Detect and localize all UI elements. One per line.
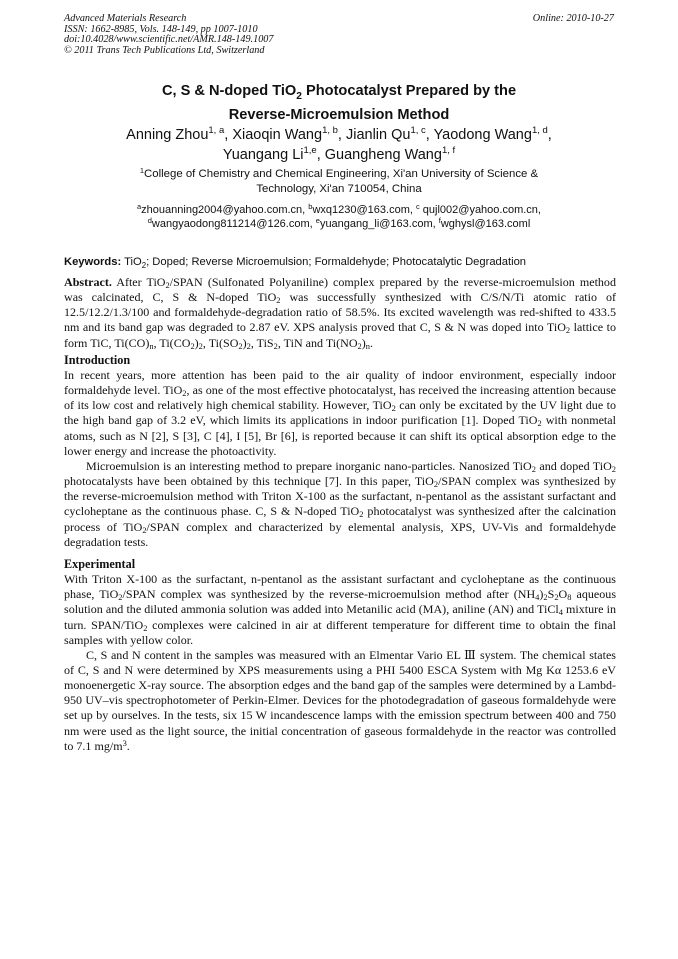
copyright-line: © 2011 Trans Tech Publications Ltd, Switzerland [64, 44, 265, 56]
email-link[interactable]: zhouanning2004@yahoo.com.cn, [141, 204, 306, 216]
issn-line: ISSN: 1662-8985, Vols. 148-149, pp 1007-1010 [64, 23, 258, 35]
email-link[interactable]: wangyaodong811214@126.com, [151, 218, 313, 230]
affiliation: $^1$College of Chemistry and Chemical Engineering, Xi'an University of Science & Technology, Xi'an 710054, China [139, 166, 539, 195]
section-heading-experimental: Experimental [64, 556, 136, 571]
paper-title: C, S & N-doped TiO$_2$ Photocatalyst Prepared by the Reverse-Microemulsion Method [161, 83, 517, 123]
abstract: Abstract. After TiO$_2$/SPAN (Sulfonated Polyaniline) complex prepared by the reverse-microemulsion method was calcinated, C, S & N-doped TiO$_2$ was successfully synthesized with C/S/N/Ti atomic ratio of 12.5/12.2/1.3/100 and formaldehyde-degradation ratio of 58.5%. Its excited wavelength was red-shifted to 433.5 nm and its band gap was degraded to 2.87 eV. XPS analysis proved that C, S & N was doped into TiO$_2$ lattice to form TiC, $Ti(CO)_n$, $Ti(CO_2)_2$, $Ti(SO_2)_2$, TiS$_2$, TiN and $Ti(NO_2)_n$. [64, 275, 616, 351]
doi-line: doi:10.4028/www.scientific.net/AMR.148-149.1007 [64, 34, 274, 46]
experimental-paragraph-2: C, S and N content in the samples was measured with an Elmentar Vario EL Ⅲ system. The chemical states of C, S and N were determined by XPS measurements using a PHI 5400 ESCA System with Mg Kα 1253.6 eV monoenergetic X-ray source. The absorption edges and the band gap of the samples were determined by a Lambd-950 UV–vis spectrophotometer of Perkin-Elmer. Devices for the photodegradation of gaseous formaldehyde were set up by ourselves. In the tests, six 15 W incandescence lamps with the emission spectrum between 400 and 750 nm were used as the light source, the initial concentration of gaseous formaldehyde in the reactor was controlled to 7.1 $mg/m^3$. [64, 647, 616, 753]
author-name: Guangheng Wang [324, 147, 442, 163]
author-name: Xiaoqin Wang [232, 127, 323, 143]
email-link[interactable]: yuangang_li@163.com, [319, 218, 436, 230]
paper-body [64, 275, 616, 754]
author-name: Jianlin Qu [345, 127, 411, 143]
experimental-paragraph-1: With Triton X-100 as the surfactant, n-pentanol as the assistant surfactant and cycloheptane as the continuous phase, TiO$_2$/SPAN complex was synthesized by the reverse-microemulsion method after $(NH_4)_2S_2O_8$ aqueous solution and the diluted ammonia solution was added into Metanilic acid (MA), aniline (AN) and TiCl$_4$ mixture in turn. SPAN/TiO$_2$ complexes were calcined in air at different temperature for different time to obtain the final samples with yellow color. [64, 572, 617, 647]
author-name: Anning Zhou [126, 127, 209, 143]
author-name: Yuangang Li [222, 147, 304, 163]
author-list: Anning Zhou$^{1, a}$, Xiaoqin Wang$^{1, b}$, Jianlin Qu$^{1, c}$, Yaodong Wang$^{1, d}$, Yuangang Li$^{1,e}$, Guangheng Wang$^{1, f}$ [126, 125, 552, 163]
email-link[interactable]: wxq1230@163.com, [312, 204, 413, 216]
intro-paragraph-1: In recent years, more attention has been paid to the air quality of indoor environment, especially indoor formaldehyde level. TiO$_2$, as one of the most effective photocatalyst, has received the increasing attention because of its low cost and relatively high chemical stability. However, TiO$_2$ can only be excitated by the UV light due to the high band gap of 3.2 eV, which limits its applications in indoor purification [1]. Doped TiO$_2$ with nonmetal atoms, such as N [2], S [3], C [4], I [5], Br [6], is reported because it can shift its optical absorption edge to the lower energy and increase the photoactivity. [64, 367, 616, 458]
author-name: Yaodong Wang [433, 127, 532, 143]
author-emails: $^a$zhouanning2004@yahoo.com.cn, $^b$wxq1230@163.com, $^c$ qujl002@yahoo.com.cn, $^d$wangyaodong811214@126.com, $^e$yuangang_li@163.com, $^f$wghysl@163.coml [137, 202, 541, 230]
keywords: Keywords: TiO$_2$; Doped; Reverse Microemulsion; Formaldehyde; Photocatalytic Degradation [64, 256, 527, 271]
section-heading-introduction: Introduction [64, 352, 131, 367]
email-link[interactable]: qujl002@yahoo.com.cn, [422, 204, 541, 216]
journal-name: Advanced Materials Research [64, 13, 187, 24]
intro-paragraph-2: Microemulsion is an interesting method to prepare inorganic nano-particles. Nanosized TiO$_2$ and doped TiO$_2$ photocatalysts have been obtained by this technique [7]. In this paper, TiO$_2$/SPAN complex was synthesized by the reverse-microemulsion method with Triton X-100 as the surfactant, n-pentanol as the assistant surfactant and cycloheptane as the continuous phase. C, S & N-doped TiO$_2$ photocatalyst was synthesized after the calcination process of TiO$_2$/SPAN complex and characterized by elemental analysis, XPS, UV-Vis and formaldehyde degradation tests. [64, 458, 617, 549]
journal-header [64, 14, 273, 56]
email-link[interactable]: wghysl@163.coml [440, 218, 531, 230]
online-date: Online: 2010-10-27 [532, 13, 614, 24]
